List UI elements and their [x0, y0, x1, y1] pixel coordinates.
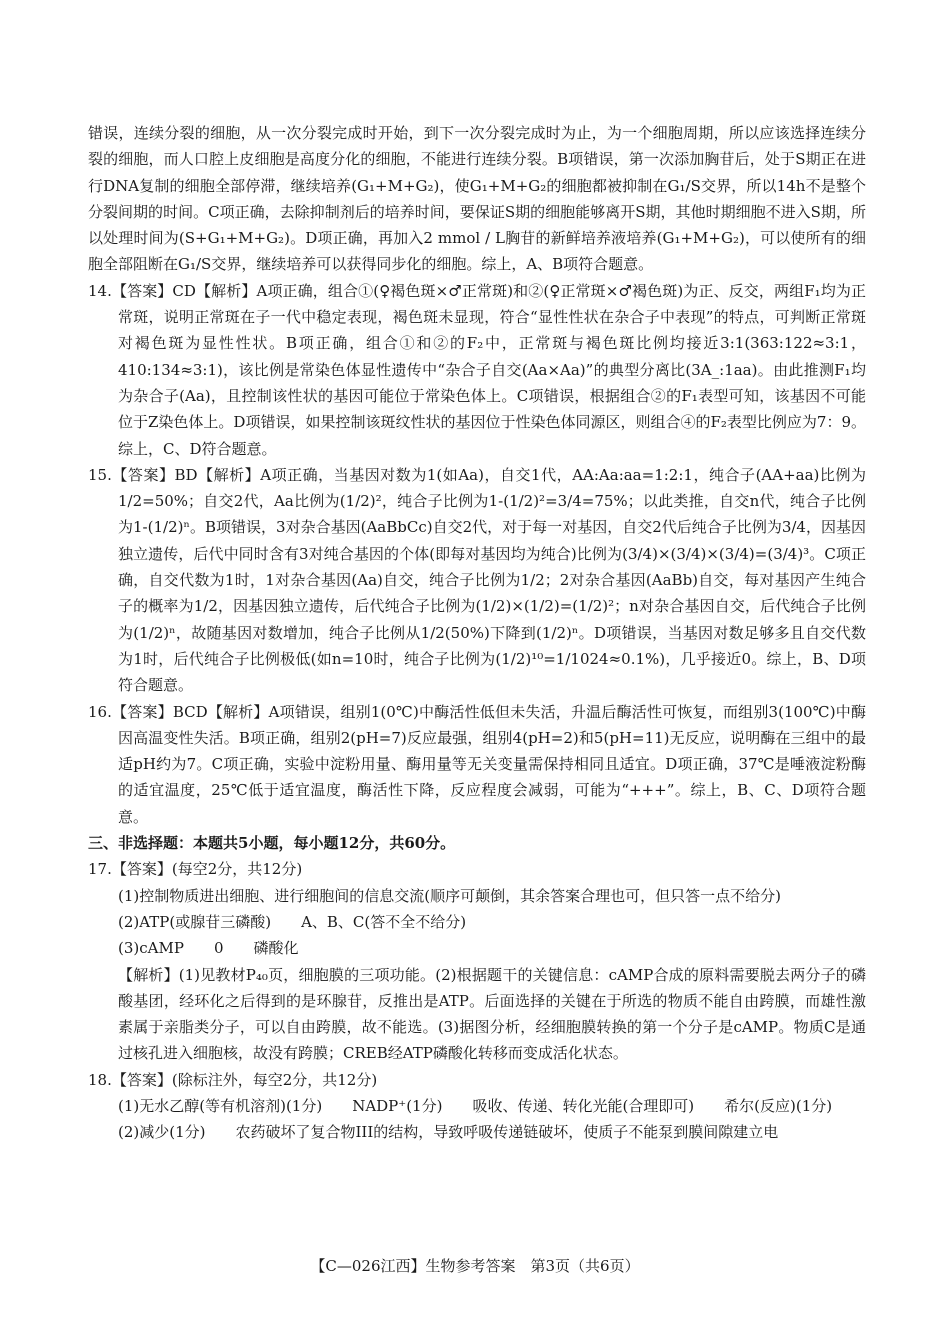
q15-answer: 15.【答案】BD【解析】A项正确，当基因对数为1(如Aa)，自交1代，AA:Aa:aa=1:2:1，纯合子(AA+aa)比例为1/2=50%；自交2代，Aa比例为(1/2)²，纯合子比例为1-(1/2)²=3/4=75%；以此类推，自交n代，纯合子比例为1-(1/2)ⁿ。B项错误，3对杂合基因(AaBbCc)自交2代，对于每一对基因，自交2代后纯合子比例为3/4，因基因独立遗传，后代中同时含有3对纯合基因的个体(即每对基因均为纯合)比例为(3/4)×(3/4)×(3/4)=(3/4)³。C项正确，自交代数为1时，1对杂合基因(Aa)自交，纯合子比例为1/2；2对杂合基因(AaBb)自交，每对基因产生纯合子的概率为1/2，因基因独立遗传，后代纯合子比例为(1/2)×(1/2)=(1/2)²；n对杂合基因自交，后代纯合子比例为(1/2)ⁿ，故随基因对数增加，纯合子比例从1/2(50%)下降到(1/2)ⁿ。D项错误，当基因对数足够多且自交代数为1时，后代纯合子比例极低(如n=10时，纯合子比例为(1/2)¹⁰=1/1024≈0.1%)，几乎接近0。综上，B、D项符合题意。 [88, 465, 866, 695]
q17-answer-2: (2)ATP(或腺苷三磷酸) A、B、C(答不全不给分) [118, 912, 467, 931]
q18-answer-2: (2)减少(1分) 农药破坏了复合物III的结构，导致呼吸传递链破坏，使质子不能泵到膜间隙建立电 [118, 1123, 779, 1142]
q17-analysis: 【解析】(1)见教材P₄₀页，细胞膜的三项功能。(2)根据题干的关键信息：cAMP合成的原料需要脱去两分子的磷酸基团，经环化之后得到的是环腺苷，反推出是ATP。后面选择的关键在于所选的物质不能自由跨膜，而雄性激素属于亲脂类分子，可以自由跨膜，故不能选。(3)据图分析，经细胞膜转换的第一个分子是cAMP。物质C是通过核孔进入细胞核，故没有跨膜；CREB经ATP磷酸化转移而变成活化状态。 [118, 965, 866, 1063]
q13-continuation: 错误，连续分裂的细胞，从一次分裂完成时开始，到下一次分裂完成时为止，为一个细胞周期，所以应该选择连续分裂的细胞，而人口腔上皮细胞是高度分化的细胞，不能进行连续分裂。B项错误，第一次添加胸苷后，处于S期正在进行DNA复制的细胞全部停滞，继续培养(G₁+M+G₂)，使G₁+M+G₂的细胞都被抑制在G₁/S交界，所以14h不是整个分裂间期的时间。C项正确，去除抑制剂后的培养时间，要保证S期的细胞能够离开S期，其他时期细胞不进入S期，所以处理时间为(S+G₁+M+G₂)。D项正确，再加入2 mmol / L胸苷的新鲜培养液培养(G₁+M+G₂)，可以使所有的细胞全部阻断在G₁/S交界，继续培养可以获得同步化的细胞。综上，A、B项符合题意。 [88, 124, 866, 274]
section-heading: 三、非选择题：本题共5小题，每小题12分，共60分。 [88, 834, 456, 853]
q17-answer-1: (1)控制物质进出细胞、进行细胞间的信息交流(顺序可颠倒，其余答案合理也可，但只答一点不给分) [118, 886, 781, 905]
page-footer: 【C—026江西】生物参考答案 第3页（共6页） [310, 1257, 640, 1275]
q18-answer-1: (1)无水乙醇(等有机溶剂)(1分) NADP⁺(1分) 吸收、传递、转化光能(合理即可) 希尔(反应)(1分) [118, 1096, 833, 1115]
q17-answer-3: (3)cAMP 0 磷酸化 [118, 939, 299, 958]
page-content [88, 120, 866, 1146]
q16-answer: 16.【答案】BCD【解析】A项错误，组别1(0℃)中酶活性低但未失活，升温后酶活性可恢复，而组别3(100℃)中酶因高温变性失活。B项正确，组别2(pH=7)反应最强，组别4(pH=2)和5(pH=11)无反应，说明酶在三组中的最适pH约为7。C项正确，实验中淀粉用量、酶用量等无关变量需保持相同且适宜。D项正确，37℃是唾液淀粉酶的适宜温度，25℃低于适宜温度，酶活性下降，反应程度会减弱，可能为“+++”。综上，B、C、D项符合题意。 [88, 702, 866, 826]
q14-answer: 14.【答案】CD【解析】A项正确，组合①(♀褐色斑×♂正常斑)和②(♀正常斑×♂褐色斑)为正、反交，两组F₁均为正常斑，说明正常斑在子一代中稳定表现，褐色斑未显现，符合“显性性状在杂合子中表现”的特点，可判断正常斑对褐色斑为显性性状。B项正确，组合①和②的F₂中，正常斑与褐色斑比例均接近3:1(363:122≈3:1，410:134≈3:1)，该比例是常染色体显性遗传中“杂合子自交(Aa×Aa)”的典型分离比(3A_:1aa)。由此推测F₁均为杂合子(Aa)，且控制该性状的基因可能位于常染色体上。C项错误，根据组合②的F₁表型可知，该基因不可能位于Z染色体上。D项错误，如果控制该斑纹性状的基因位于性染色体同源区，则组合④的F₂表型比例应为7：9。综上，C、D符合题意。 [88, 281, 866, 458]
q18-heading: 18.【答案】(除标注外，每空2分，共12分) [88, 1070, 378, 1089]
q17-heading: 17.【答案】(每空2分，共12分) [88, 860, 303, 879]
